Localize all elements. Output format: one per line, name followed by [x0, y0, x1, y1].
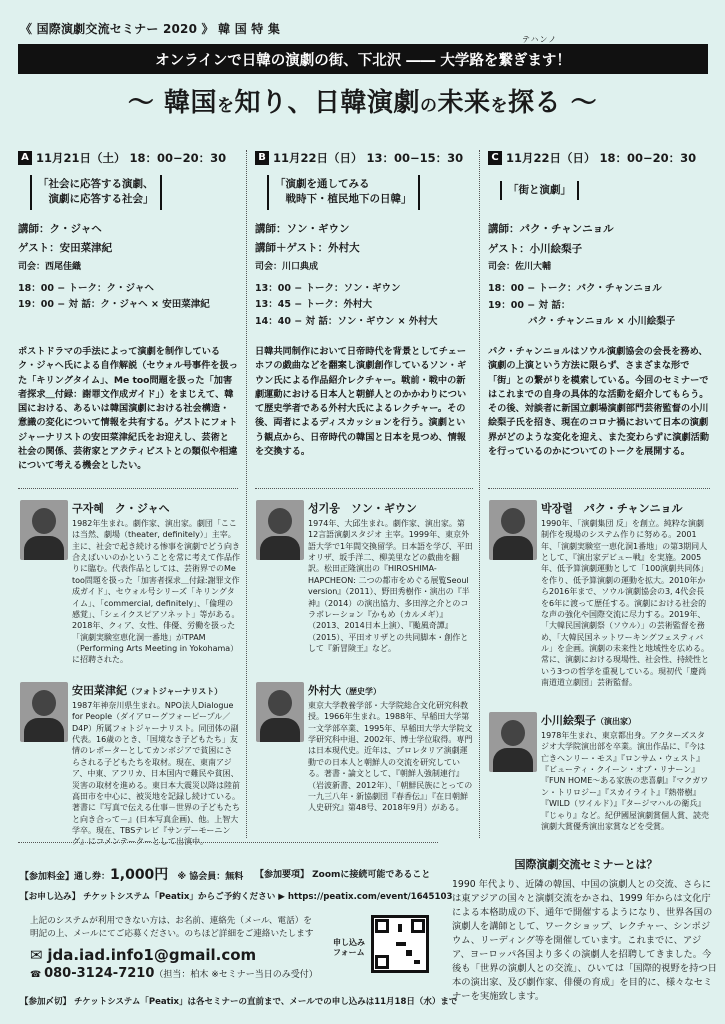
avatar [256, 682, 304, 742]
ruby-text: テハンノ [522, 35, 558, 44]
fee: 【参加料金】通し券：1,000円 ※ 協会員：無料 [20, 867, 244, 883]
guest: ゲスト：安田菜津紀 [18, 242, 113, 255]
mail-icon: ✉ [30, 946, 43, 964]
deadline: 【参加〆切】 チケットシステム「Peatix」は各セミナーの直前まで、メールでの申し込みは11月18日（水）まで [20, 997, 458, 1007]
moderator: 司会：佐川大輔 [488, 261, 552, 272]
apply-info[interactable]: 【お申し込み】 チケットシステム「Peatix」からご予約ください ▶ https://peatix.com/event/1645103 [20, 892, 453, 902]
avatar [20, 682, 68, 742]
profile-bio: 東京大学教養学部・大学院総合文化研究科教授。1966年生まれ。1988年、早稲田大学第一文学部卒業、1995年、早稲田大学大学院文学研究科中退、2002年、博士学位取得。専門は日本現代史。近年は、プロレタリア演劇運動での日本人と朝鮮人の交流を研究している。著書・論文として、『朝鮮人強制連行』（岩波新書、2012年）、「朝鮮民族にとっての一九三八年・新協劇団『春香伝』」『在日朝鮮人史研究』第48号、2018年9月）がある。 [308, 701, 473, 813]
session-c-description: パク・チャンニョルはソウル演劇協会の会長を務め、演劇の上演という方法に限らず、さまざまな形で「街」との繋がりを模索している。今回のセミナーではこれまでの自身の具体的な活動を紹介してもらう。その後、対談者に新国立劇場演劇部門芸術監督の小川絵梨子氏を招き、現在のコロナ禍において日本の演劇界がどのような変化を迎え、また変わらずに演劇活動を行っているのかについてのトークを展開する。 [488, 346, 710, 457]
session-a-description: ポストドラマの手法によって演劇を制作しているク・ジャヘ氏による自作解説（セウォル号事件を扱った「キリングタイム」、Me too問題を扱った「加害者探求＿付録：謝罪文作成ガイド」）をまじえて、韓国における、あるいは韓国演劇における社会構造・意識の変化について情報を共有する。ゲストにフォトジャーナリストの安田菜津紀氏をお迎えし、芸術と社会の関係、芸術家とアクティビストとの類似や相違について考える機会としたい。 [18, 346, 238, 471]
lecturer: 講師：パク・チャンニョル [488, 223, 614, 236]
about-body: 1990 年代より、近隣の韓国、中国の演劇人との交流、さらには東アジアの国々と演劇交流をかさね、1999 年からは文化庁による本格助成の下、通年で開催するようになり、世界各国の演劇人を講師として、ワークショップ、レクチャー、シンポジウム、リーディング等を開催しています。これまでに、アジア、ヨーロッパ各国より多くの演劇人を招聘してきました。今後も「世界の演劇人との交流」、ひいては「国際的視野を持つ日本の演出家、及び劇作家、俳優の育成」を目的に、様々なセミナーを実施致します。 [452, 879, 717, 1002]
profile-bio: 1974年、大邱生まれ。劇作家、演出家。第12言語演劇スタジオ 主宰。1999年、東京外語大学で1年間交換留学。日本語を学び、平田オリザ、坂手洋二、柳美里などの戯曲を翻訳。松田正隆演出の『HIROSHIMA-HAPCHEON: 二つの都市をめぐる展覧Seoul version』（2011）、野田秀樹作・演出の『半神』（2014）の演出協力、多田淳之介とのコラボレーション『かもめ（カルメギ）』（2013、2014日本上演）、『颱風奇譚』（2015）、平田オリザとの共同脚本・創作として『新冒険王』など。 [308, 519, 473, 653]
profile-bio: 1978年生まれ、東京都出身。アクターズスタジオ大学院演出部を卒業。演出作品に、『今は亡きヘンリー・モス』『ロンサム・ウェスト』『ビューティ・クイーン・オブ・リナーン』『FUN HOME〜ある家族の悲喜劇』『マクガワン・トリロジー』『スカイライト』『熱帯樹』『WILD（ワイルド）』『タージマハルの衛兵』『じゃり』など。紀伊國屋演劇賞個人賞、読売演劇大賞優秀演出家賞などを受賞。 [541, 731, 709, 831]
avatar [489, 500, 537, 560]
profile-name: 박장렬 パク・チャンニョル [541, 502, 683, 515]
moderator: 司会：西尾佳織 [18, 261, 82, 272]
session-letter: C [488, 151, 502, 165]
requirements: 【参加要項】 Zoomに接続可能であること [255, 870, 431, 880]
banner: オンラインで日韓の演劇の街、下北沢 ―― 大学路を繋ぎます！ [18, 44, 708, 74]
avatar [256, 500, 304, 560]
profile-name: 小川絵梨子（演出家） [541, 714, 636, 727]
schedule: 18：00 − トーク：ク・ジャヘ 19：00 − 対 話：ク・ジャヘ × 安田菜津紀 [18, 282, 210, 311]
session-theme: 「街と演劇」 [500, 181, 579, 201]
profile-bio: 1990年、「演劇集団 反」を創立。純粋な演劇制作を現場のシステム作りに努める。2001年、「演劇実験室一恵化洞1番地」の第3期同人として、『演出家デビュー戦』を実施。2005年、低予算演劇運動として「100演劇共同体」を作り、低予算演劇の運動を拡大。2010年から2016年まで、ソウル演劇協会の3, 4代会長を6年に渡って歴任する。演劇における社会的な声の強化や国際交流に尽力する。2019年、「大韓民国演劇祭（ソウル）」の芸術監督を務め、「大韓民国ネットワーキングフェスティバル」を企画。演劇の未来性と地域性を広める。常に、演劇における現場性、社会性、持続性という3つの哲学を重視している。現初代「慶尚南道道立劇団」芸術監督。 [541, 519, 709, 688]
about-title: 国際演劇交流セミナーとは？ [514, 858, 658, 871]
note-line-2: 明記の上、メールにてご応募ください。のちほど詳細をご連絡いたします [30, 929, 314, 939]
profile-name: 外村大（歴史学） [308, 684, 381, 697]
lecturer: 講師：ク・ジャヘ [18, 223, 102, 236]
profile-bio: 1987年神奈川県生まれ。NPO法人Dialogue for People（ダイアローグフォーピープル／D4P）所属フォトジャーナリスト。同団体の副代表。16歳のとき、「国境なき子どもたち」友情のレポーターとしてカンボジアで貧困にさらされる子どもたちを取材。現在、東南アジア、中東、アフリカ、日本国内で難民や貧困、災害の取材を進める。東日本大震災以降は陸前高田市を中心に、被災地を記録し続けている。著書に『写真で伝える仕事－世界の子どもたちと向き合って－』(日本写真企画)、他。上智大学卒。現在、TBSテレビ『サンデーモーニング』にコメンテーターとして出演中。 [72, 701, 240, 847]
session-c [488, 150, 713, 332]
session-b [255, 150, 480, 332]
email-address[interactable]: jda.iad.info1@gmail.com [47, 946, 257, 964]
session-theme: 「演劇を通してみる 戦時下・植民地下の日韓」 [267, 175, 420, 211]
guest: 講師＋ゲスト：外村大 [255, 242, 360, 255]
session-letter: B [255, 151, 269, 165]
session-a [18, 150, 243, 315]
session-date: 11月22日（日） 18：00−20：30 [506, 151, 697, 165]
session-date: 11月21日（土） 18：00−20：30 [36, 151, 227, 165]
qr-code-icon[interactable] [371, 915, 429, 973]
phone-row: ☎ 080-3124-7210（担当：柏木 ※セミナー当日のみ受付） [30, 966, 318, 981]
profile-bio: 1982年生まれ。劇作家、演出家。劇団「ここは当然、劇場（theater, definitely）」主宰。主に、社会で起き続ける惨事を演劇でどう向き合えばいいのかということを常に考えて作品作りに臨む。代表作品としては、芸術界でのMe too問題を扱った「加害者探求＿付録:謝罪文作成ガイド」、セウォル号シリーズ「キリングタイム」、「commercial, definitely」、「倫理の感覚」、「シェイクスピアソネット」等がある。2018年、クィア、女性、俳優、労働を扱った「演劇実験室恵化洞一番地」がTPAM（Performing Arts Meeting in Yokohama）に招聘された。 [72, 519, 240, 665]
qr-label: 申し込み フォーム [333, 938, 365, 958]
session-theme: 「社会に応答する演劇、 演劇に応答する社会」 [30, 175, 162, 211]
series-title: 《 国際演劇交流セミナー 2020 》 韓 国 特 集 [20, 22, 281, 36]
phone-number[interactable]: 080-3124-7210 [44, 966, 155, 981]
profile-name: 성기웅 ソン・ギウン [308, 502, 417, 515]
avatar [20, 500, 68, 560]
profile-name: 安田菜津紀（フォトジャーナリスト） [72, 684, 223, 697]
session-b-description: 日韓共同制作において日帝時代を背景としてチェーホフの戯曲などを翻案し演劇創作しているソン・ギウン氏による作品紹介レクチャー。戦前・戦中の新劇運動における日本人と朝鮮人とのかかわりについて歴史学者である外村大氏によるレクチャー。その後、両者によるディスカッションを行う。演劇という観点から、日帝時代の韓国と日本を見つめ、情報を交換する。 [255, 346, 467, 457]
avatar [489, 712, 537, 772]
lecturer: 講師：ソン・ギウン [255, 223, 350, 236]
note-line-1: 上記のシステムが利用できない方は、お名前、連絡先（メール、電話）を [30, 916, 312, 926]
guest: ゲスト：小川絵梨子 [488, 242, 583, 255]
session-letter: A [18, 151, 32, 165]
email-row [30, 946, 256, 964]
main-title: 〜 韓国を知り、日韓演劇の未来を探る 〜 [127, 88, 598, 118]
session-date: 11月22日（日） 13：00−15：30 [273, 151, 464, 165]
phone-icon: ☎ [30, 970, 42, 980]
schedule: 13：00 − トーク：ソン・ギウン 13：45 − トーク：外村大 14：40 − 対 話：ソン・ギウン × 外村大 [255, 282, 438, 328]
schedule: 18：00 − トーク：パク・チャンニョル 19：00 − 対 話： パク・チャンニョル × 小川絵梨子 [488, 282, 676, 328]
profile-name: 구자혜 ク・ジャヘ [72, 502, 170, 515]
moderator: 司会：川口典成 [255, 261, 319, 272]
